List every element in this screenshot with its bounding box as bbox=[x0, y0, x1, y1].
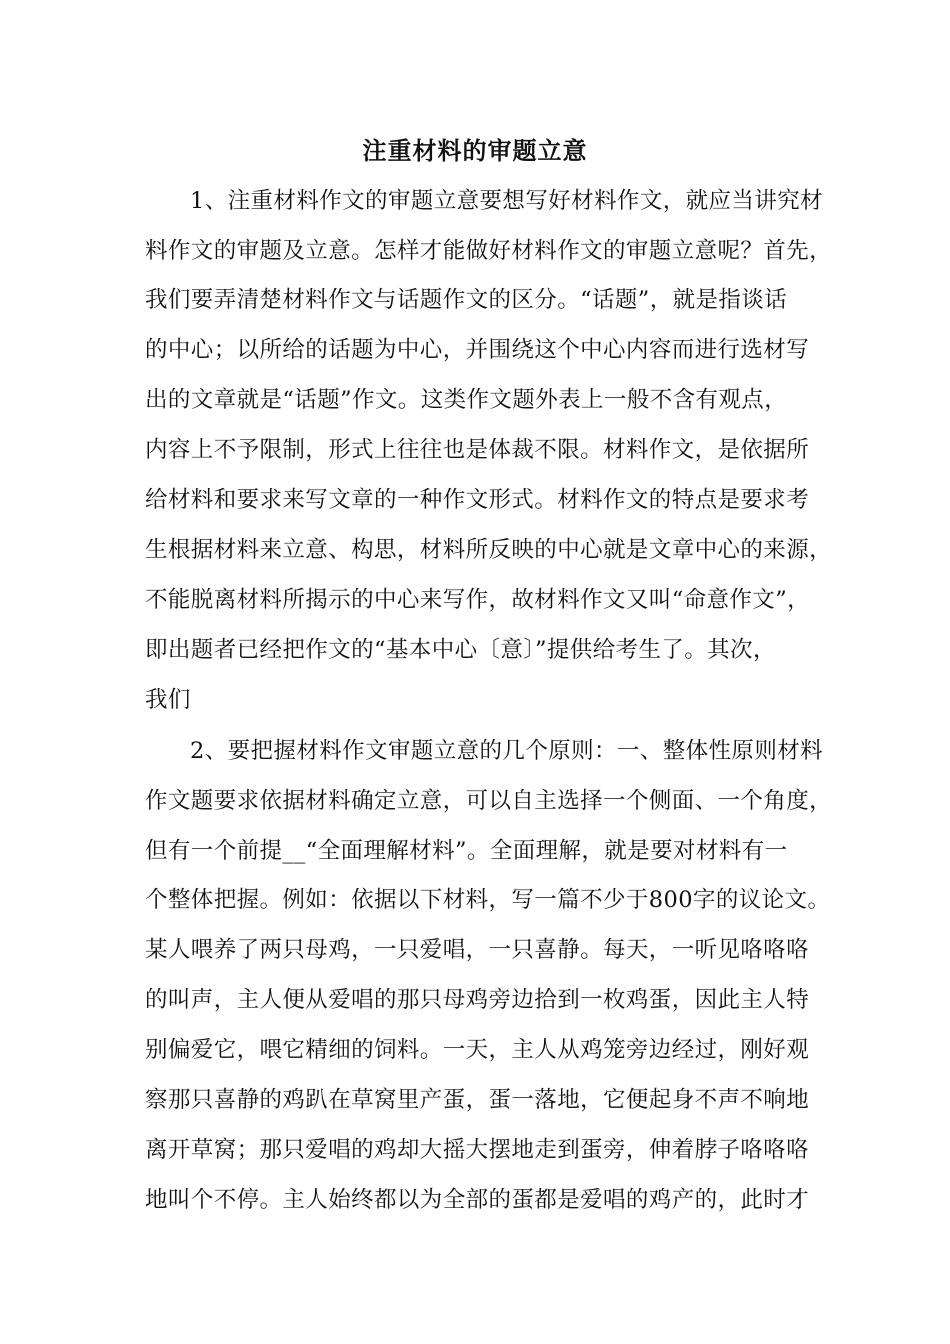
text-line: 给材料和要求来写文章的一种作文形式。材料作文的特点是要求考 bbox=[145, 487, 810, 513]
text-line: 料作文的审题及立意。怎样才能做好材料作文的审题立意呢？首先， bbox=[145, 238, 833, 264]
text-line: 出的文章就是“话题”作文。这类作文题外表上一般不含有观点， bbox=[145, 387, 788, 413]
text-line: 我们 bbox=[145, 687, 191, 713]
page-title: 注重材料的审题立意 bbox=[362, 136, 588, 165]
text-line: 1、注重材料作文的审题立意要想写好材料作文，就应当讲究材 bbox=[190, 188, 824, 214]
text-line: 内容上不予限制，形式上往往也是体裁不限。材料作文，是依据所 bbox=[145, 437, 810, 463]
text-line: 离开草窝；那只爱唱的鸡却大摇大摆地走到蛋旁，伸着脖子咯咯咯 bbox=[145, 1137, 810, 1163]
text-line: 不能脱离材料所揭示的中心来写作，故材料作文又叫“命意作文”， bbox=[145, 587, 811, 613]
text-line: 地叫个不停。主人始终都以为全部的蛋都是爱唱的鸡产的，此时才 bbox=[145, 1187, 810, 1213]
text-line: 个整体把握。例如：依据以下材料，写一篇不少于800字的议论文。 bbox=[145, 887, 831, 913]
text-line: 作文题要求依据材料确定立意，可以自主选择一个侧面、一个角度， bbox=[145, 788, 833, 814]
text-line: 别偏爱它，喂它精细的饲料。一天，主人从鸡笼旁边经过，刚好观 bbox=[145, 1037, 810, 1063]
text-line: 即出题者已经把作文的“基本中心〔意〕”提供给考生了。其次， bbox=[145, 637, 776, 663]
text-line: 的叫声，主人便从爱唱的那只母鸡旁边拾到一枚鸡蛋，因此主人特 bbox=[145, 987, 810, 1013]
text-line: 2、要把握材料作文审题立意的几个原则：一、整体性原则材料 bbox=[190, 738, 824, 764]
text-line: 我们要弄清楚材料作文与话题作文的区分。“话题”，就是指谈话 bbox=[145, 287, 788, 313]
text-line: 生根据材料来立意、构思，材料所反映的中心就是文章中心的来源， bbox=[145, 537, 833, 563]
text-line: 某人喂养了两只母鸡，一只爱唱，一只喜静。每天，一听见咯咯咯 bbox=[145, 937, 810, 963]
text-line: 察那只喜静的鸡趴在草窝里产蛋，蛋一落地，它便起身不声不响地 bbox=[145, 1087, 810, 1113]
text-line: 但有一个前提__“全面理解材料”。全面理解，就是要对材料有一 bbox=[145, 838, 788, 864]
text-line: 的中心；以所给的话题为中心，并围绕这个中心内容而进行选材写 bbox=[145, 337, 810, 363]
